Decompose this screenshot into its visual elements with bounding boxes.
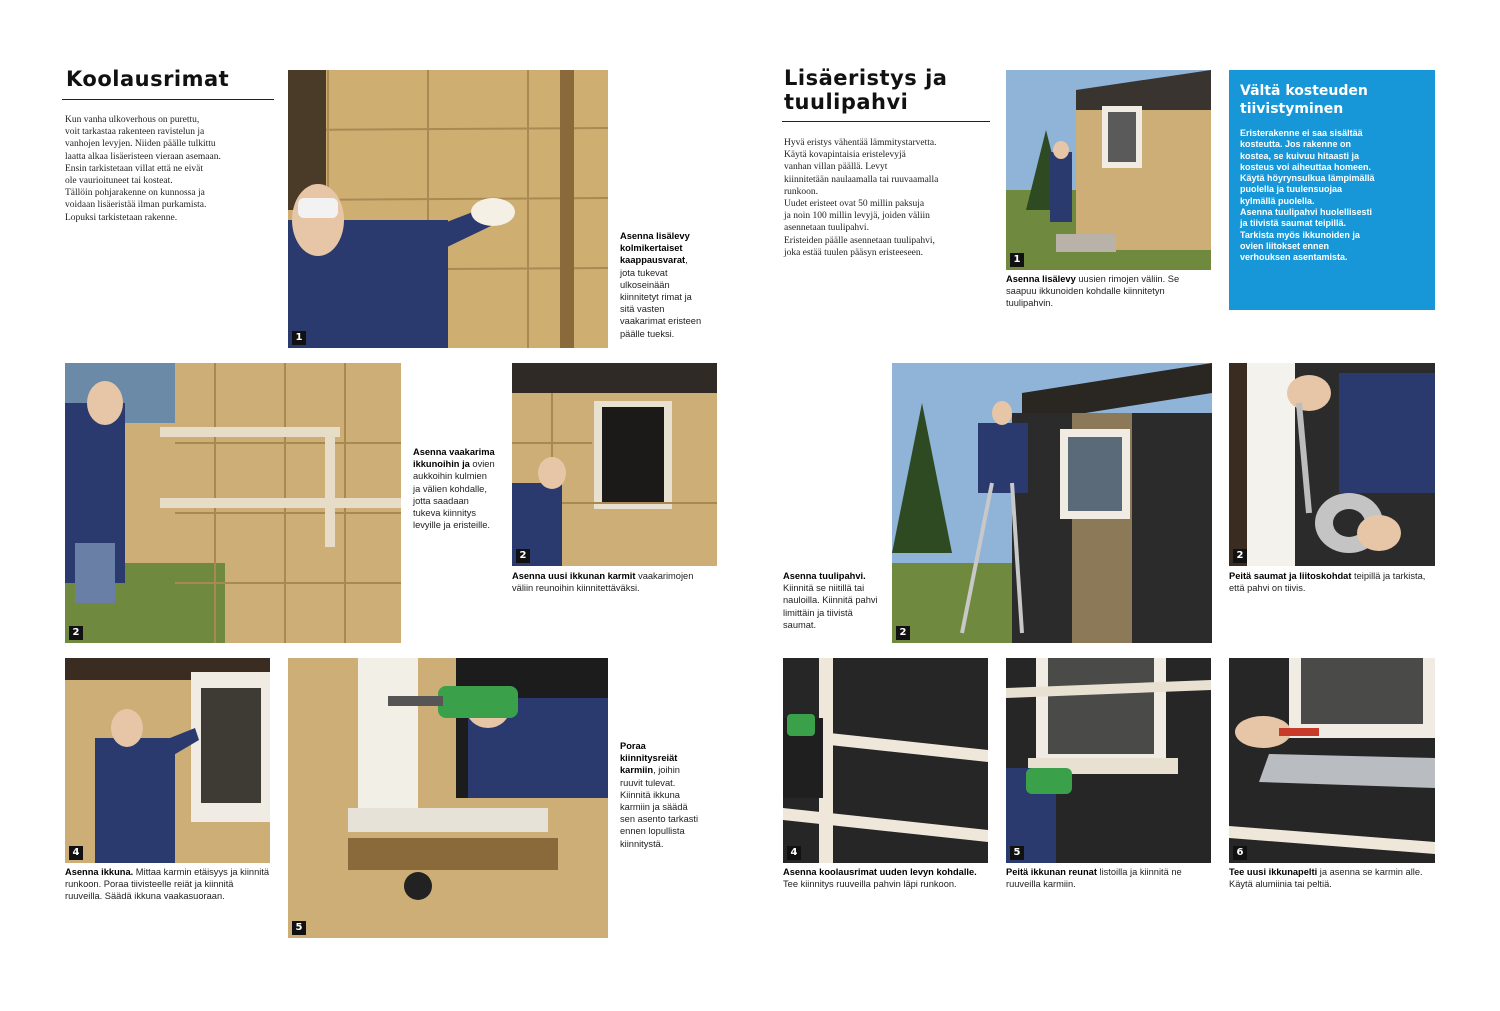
- photo-battens-wall: [65, 363, 401, 643]
- photo-number: 6: [1233, 846, 1247, 860]
- photo-insulation-panels: [288, 70, 608, 348]
- photo-number: 4: [787, 846, 801, 860]
- caption-r1: Asenna lisälevy uusien rimojen väliin. Se saapuu ikkunoiden kohdalle kiinnitetyn tuulipahvin.: [1006, 274, 1180, 309]
- caption-r3: Peitä saumat ja liitoskohdat teipillä ja tarkista, että pahvi on tiivis.: [1229, 571, 1426, 594]
- caption-3: Asenna uusi ikkunan karmit vaakarimojen väliin reunoihin kiinnitettäväksi.: [512, 571, 694, 594]
- photo-number: 2: [69, 626, 83, 640]
- right-title-rule: [782, 121, 990, 122]
- right-intro-text: Hyvä eristys vähentää lämmitystarvetta. Käytä kovapintaisia eristelevyjä vanhan villan päällä. Levyt kiinnitetään naulaamalla tai ruuvaamalla runkoon. Uudet eristeet ovat 50 millin paksuja ja noin 100 millin levyjä, joiden väliin asennetaan tuulipahvi. Eristeiden päälle asennetaan tuulipahvi, joka estää tuulen pääsyn eristeeseen.: [784, 138, 939, 258]
- photo-battens-tarpaper: [783, 658, 988, 863]
- photo-number: 5: [292, 921, 306, 935]
- photo-number: 1: [292, 331, 306, 345]
- info-box-title: Vältä kosteuden tiivistyminen: [1240, 83, 1368, 117]
- photo-number: 4: [69, 846, 83, 860]
- caption-2: Asenna vaakarima ikkunoihin ja ovien aukkoihin kulmien ja välien kohdalle, jotta saadaan tukeva kiinnitys levyille ja eristeille.: [413, 447, 495, 531]
- photo-house-exterior: [1006, 70, 1211, 270]
- caption-r6: Tee uusi ikkunapelti ja asenna se karmin alle. Käytä alumiinia tai peltiä.: [1229, 867, 1423, 890]
- photo-install-window: [65, 658, 270, 863]
- photo-drill-window: [288, 658, 608, 938]
- caption-r2: Asenna tuulipahvi. Kiinnitä se niitillä tai nauloilla. Kiinnitä pahvi limittäin ja tiivistä saumat.: [783, 571, 878, 630]
- caption-4: Asenna ikkuna. Mittaa karmin etäisyys ja kiinnitä runkoon. Poraa tiivisteelle reiät ja kiinnitä ruuveilla. Säädä ikkuna vaakasuoraan.: [65, 867, 270, 902]
- caption-5: Poraa kiinnitysreiät karmiin, joihin ruuvit tulevat. Kiinnitä ikkuna karmiin ja säädä sen asento tarkasti ennen lopullista kiinnitystä.: [620, 741, 699, 849]
- photo-window-sill-flashing: [1229, 658, 1435, 863]
- left-title-rule: [62, 99, 274, 100]
- photo-number: 2: [896, 626, 910, 640]
- photo-number: 2: [1233, 549, 1247, 563]
- photo-wind-paper-ladder: [892, 363, 1212, 643]
- photo-window-trim: [1006, 658, 1211, 863]
- info-box-moisture: [1229, 70, 1435, 310]
- caption-r4: Asenna koolausrimat uuden levyn kohdalle. Tee kiinnitys ruuveilla pahvin läpi runkoon.: [783, 867, 977, 890]
- caption-r5: Peitä ikkunan reunat listoilla ja kiinnitä ne ruuveilla karmiin.: [1006, 867, 1182, 890]
- left-intro-text: Kun vanha ulkoverhous on purettu, voit tarkastaa rakenteen ravistelun ja vanhojen levyjen. Niiden päälle tulkittu laatta alkaa lisäeristeen vieraan asemaan. Ensin tarkistetaan villat että ne eivät ole vaurioituneet tai kosteat. Tällöin pohjarakenne on kunnossa ja voidaan lisäeristää ilman purkamista. Lopuksi tarkistetaan rakenne.: [65, 115, 221, 223]
- photo-window-frame: [512, 363, 717, 566]
- photo-number: 2: [516, 549, 530, 563]
- photo-tape-seal: [1229, 363, 1435, 566]
- photo-number: 1: [1010, 253, 1024, 267]
- info-box-text: Eristerakenne ei saa sisältää kosteutta. Jos rakenne on kostea, se kuivuu hitaasti ja kosteus voi aiheuttaa homeen. Käytä höyrynsulkua lämpimällä puolella ja tuulensuojaa kylmällä puolella. Asenna tuulipahvi huolellisesti ja tiivistä saumat teipillä. Tarkista myös ikkunoiden ja ovien liitokset ennen verhouksen asentamista.: [1240, 128, 1375, 263]
- left-page-title: Koolausrimat: [66, 67, 230, 91]
- caption-1: Asenna lisälevy kolmikertaiset kaappausvarat, jota tukevat ulkoseinään kiinnitetyt rimat ja sitä vasten vaakarimat eristeen päälle tueksi.: [620, 231, 702, 339]
- photo-number: 5: [1010, 846, 1024, 860]
- right-page-title: Lisäeristys ja tuulipahvi: [784, 66, 948, 114]
